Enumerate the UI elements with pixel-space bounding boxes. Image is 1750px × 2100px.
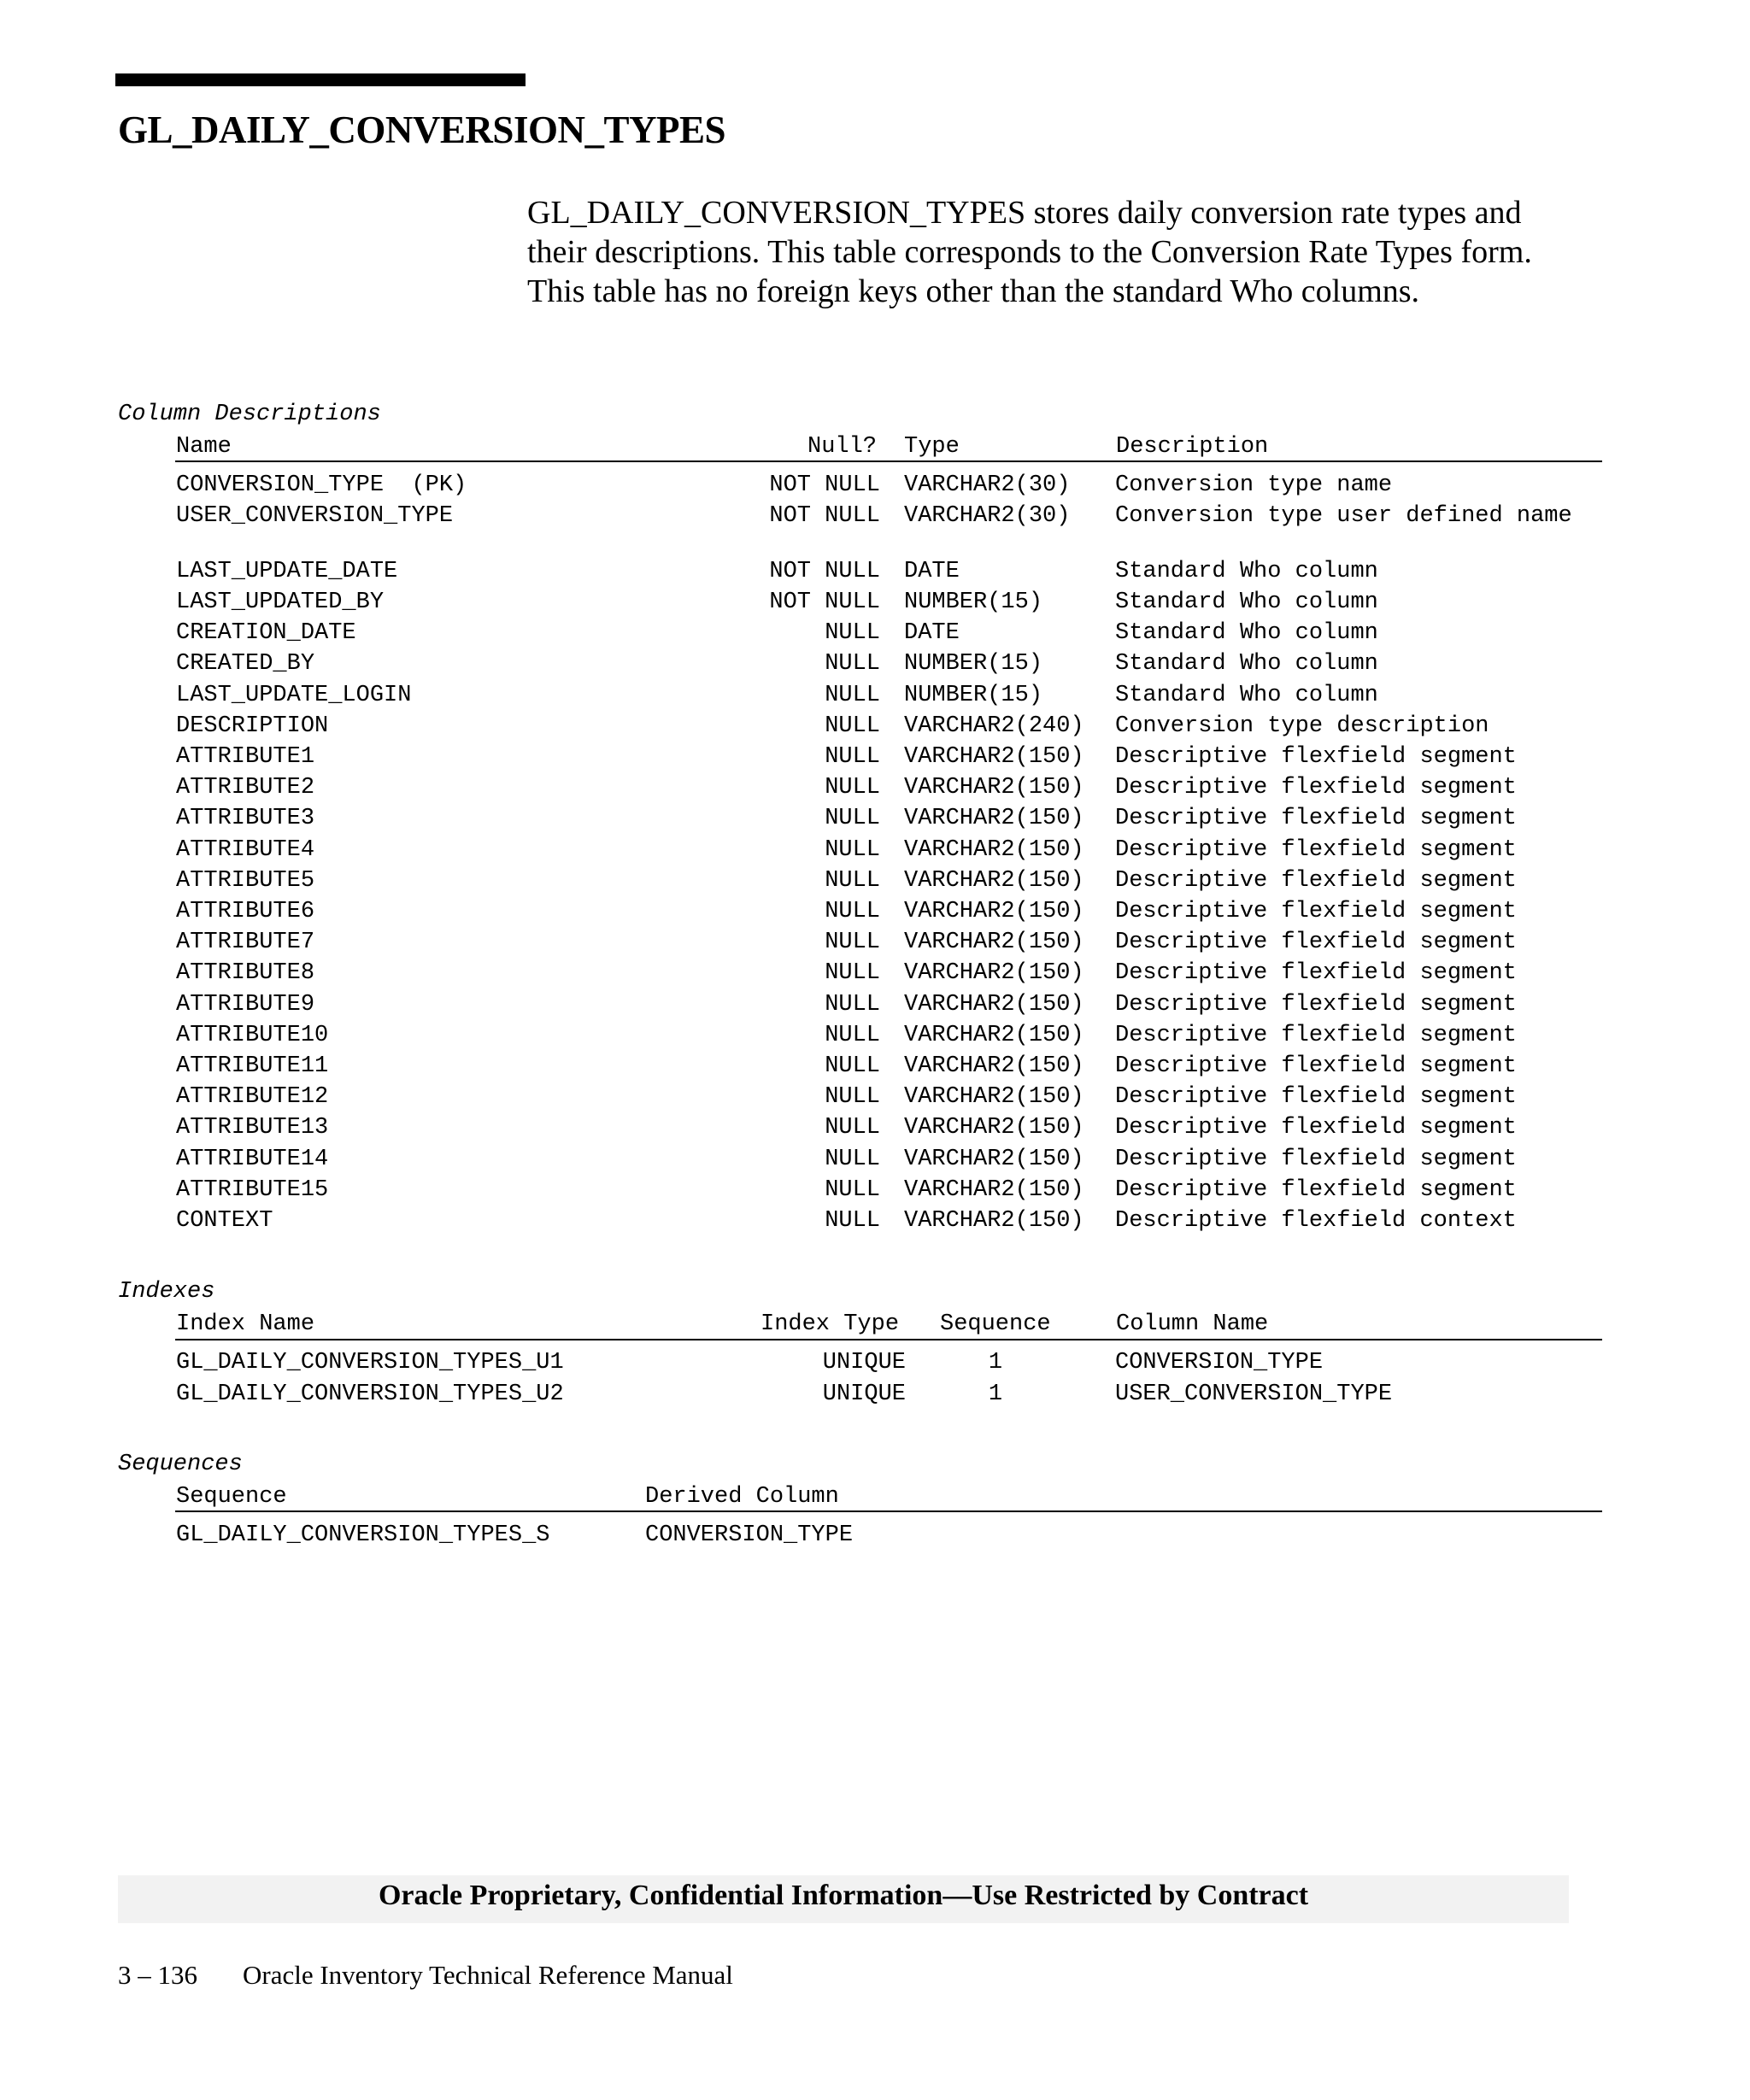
column-description: Descriptive flexfield segment	[1115, 1115, 1517, 1141]
column-name: USER_CONVERSION_TYPE	[176, 503, 454, 530]
column-name: ATTRIBUTE2	[176, 775, 315, 801]
manual-title: Oracle Inventory Technical Reference Manual	[243, 1960, 733, 1990]
column-nullability: NULL	[825, 1115, 880, 1141]
column-row	[0, 960, 1750, 991]
page-number: 3 – 136	[118, 1960, 197, 1990]
column-type: VARCHAR2(150)	[904, 806, 1084, 832]
column-description: Descriptive flexfield segment	[1115, 1176, 1517, 1203]
column-type: VARCHAR2(150)	[904, 991, 1084, 1018]
column-row	[0, 620, 1750, 651]
column-type: VARCHAR2(150)	[904, 930, 1084, 956]
column-nullability: NULL	[825, 991, 880, 1018]
column-row	[0, 1053, 1750, 1084]
column-nullability: NULL	[825, 960, 880, 987]
column-name: LAST_UPDATED_BY	[176, 589, 385, 615]
column-description: Descriptive flexfield segment	[1115, 836, 1517, 863]
column-type: VARCHAR2(150)	[904, 1176, 1084, 1203]
index-type: UNIQUE	[822, 1350, 906, 1376]
column-row	[0, 837, 1750, 868]
index-type: UNIQUE	[822, 1381, 906, 1407]
column-description: Descriptive flexfield segment	[1115, 775, 1517, 801]
column-nullability: NULL	[825, 1084, 880, 1111]
column-name: ATTRIBUTE10	[176, 1022, 329, 1048]
column-nullability: NULL	[825, 898, 880, 924]
column-type: VARCHAR2(150)	[904, 1084, 1084, 1111]
column-name: ATTRIBUTE13	[176, 1115, 329, 1141]
index-row	[0, 1381, 1750, 1412]
column-row	[0, 1208, 1750, 1239]
sequence-header-derived-column: Derived Column	[645, 1484, 839, 1510]
title-rule	[115, 73, 526, 86]
column-type: VARCHAR2(150)	[904, 1053, 1084, 1079]
column-description: Descriptive flexfield segment	[1115, 806, 1517, 832]
column-name: LAST_UPDATE_DATE	[176, 558, 398, 584]
column-type: DATE	[904, 620, 960, 647]
column-row	[0, 683, 1750, 713]
column-description: Descriptive flexfield context	[1115, 1207, 1517, 1234]
column-name: CONTEXT	[176, 1207, 273, 1234]
index-row	[0, 1350, 1750, 1381]
column-description: Standard Who column	[1115, 651, 1378, 678]
column-row	[0, 559, 1750, 590]
sequence-derived-column: CONVERSION_TYPE	[645, 1522, 854, 1548]
column-nullability: NULL	[825, 1053, 880, 1079]
column-description: Descriptive flexfield segment	[1115, 1146, 1517, 1172]
column-description: Descriptive flexfield segment	[1115, 743, 1517, 770]
column-type: VARCHAR2(150)	[904, 836, 1084, 863]
index-name: GL_DAILY_CONVERSION_TYPES_U1	[176, 1350, 564, 1376]
column-description: Descriptive flexfield segment	[1115, 960, 1517, 987]
index-header-name: Index Name	[176, 1311, 315, 1337]
column-nullability: NULL	[825, 620, 880, 647]
column-row	[0, 899, 1750, 930]
column-nullability: NULL	[825, 1176, 880, 1203]
column-nullability: NOT NULL	[769, 558, 880, 584]
column-type: VARCHAR2(30)	[904, 472, 1071, 498]
column-type: VARCHAR2(30)	[904, 503, 1071, 530]
column-description: Descriptive flexfield segment	[1115, 991, 1517, 1018]
column-type: VARCHAR2(150)	[904, 743, 1084, 770]
column-row	[0, 1084, 1750, 1115]
sequence-name: GL_DAILY_CONVERSION_TYPES_S	[176, 1522, 550, 1548]
column-nullability: NULL	[825, 682, 880, 708]
column-name: DESCRIPTION	[176, 713, 329, 739]
column-row	[0, 472, 1750, 503]
column-description: Descriptive flexfield segment	[1115, 898, 1517, 924]
column-description: Standard Who column	[1115, 558, 1378, 584]
column-nullability: NULL	[825, 651, 880, 678]
column-description: Descriptive flexfield segment	[1115, 1022, 1517, 1048]
column-description: Descriptive flexfield segment	[1115, 1084, 1517, 1111]
column-type: NUMBER(15)	[904, 589, 1043, 615]
column-description: Standard Who column	[1115, 620, 1378, 647]
column-name: ATTRIBUTE15	[176, 1176, 329, 1203]
column-type: VARCHAR2(150)	[904, 1146, 1084, 1172]
sequences-label: Sequences	[118, 1452, 243, 1477]
column-name: ATTRIBUTE4	[176, 836, 315, 863]
column-nullability: NULL	[825, 806, 880, 832]
col-header-description: Description	[1116, 434, 1269, 460]
column-description: Standard Who column	[1115, 589, 1378, 615]
sequence-header-rule	[175, 1510, 1602, 1512]
column-type: NUMBER(15)	[904, 682, 1043, 708]
column-nullability: NULL	[825, 1022, 880, 1048]
column-type: VARCHAR2(150)	[904, 1115, 1084, 1141]
column-type: VARCHAR2(150)	[904, 1022, 1084, 1048]
column-name: ATTRIBUTE5	[176, 867, 315, 894]
column-descriptions-label: Column Descriptions	[118, 402, 381, 427]
column-name: ATTRIBUTE14	[176, 1146, 329, 1172]
column-nullability: NULL	[825, 930, 880, 956]
column-nullability: NOT NULL	[769, 589, 880, 615]
column-row	[0, 806, 1750, 836]
index-sequence: 1	[988, 1350, 1003, 1376]
column-name: ATTRIBUTE1	[176, 743, 315, 770]
column-name: ATTRIBUTE7	[176, 930, 315, 956]
column-nullability: NOT NULL	[769, 472, 880, 498]
column-description: Standard Who column	[1115, 682, 1378, 708]
column-row	[0, 775, 1750, 806]
column-description: Descriptive flexfield segment	[1115, 867, 1517, 894]
column-nullability: NULL	[825, 775, 880, 801]
column-row	[0, 651, 1750, 682]
column-name: CREATED_BY	[176, 651, 315, 678]
column-row	[0, 1115, 1750, 1146]
column-nullability: NULL	[825, 867, 880, 894]
column-description: Descriptive flexfield segment	[1115, 930, 1517, 956]
col-header-name: Name	[176, 434, 232, 460]
column-nullability: NULL	[825, 1146, 880, 1172]
col-header-null: Null?	[807, 434, 878, 460]
column-name: ATTRIBUTE3	[176, 806, 315, 832]
column-row	[0, 503, 1750, 534]
column-type: VARCHAR2(150)	[904, 1207, 1084, 1234]
column-row	[0, 992, 1750, 1023]
column-name: ATTRIBUTE8	[176, 960, 315, 987]
column-type: VARCHAR2(150)	[904, 960, 1084, 987]
column-type: VARCHAR2(150)	[904, 867, 1084, 894]
index-header-type: Index Type	[760, 1311, 900, 1337]
table-intro: GL_DAILY_CONVERSION_TYPES stores daily conversion rate types and their descriptions. This table corresponds to the Conversion Rate Types form. This table has no foreign keys other than the standard Who columns.	[527, 195, 1532, 309]
column-nullability: NULL	[825, 713, 880, 739]
index-header-sequence: Sequence	[940, 1311, 1051, 1337]
column-type: VARCHAR2(150)	[904, 898, 1084, 924]
column-name: ATTRIBUTE12	[176, 1084, 329, 1111]
column-name: ATTRIBUTE11	[176, 1053, 329, 1079]
column-row	[0, 1147, 1750, 1177]
column-type: VARCHAR2(240)	[904, 713, 1084, 739]
column-nullability: NULL	[825, 743, 880, 770]
column-row	[0, 1023, 1750, 1053]
col-header-type: Type	[904, 434, 960, 460]
column-description: Conversion type name	[1115, 472, 1393, 498]
indexes-label: Indexes	[118, 1279, 215, 1305]
column-name: ATTRIBUTE6	[176, 898, 315, 924]
column-row	[0, 590, 1750, 620]
index-column-name: CONVERSION_TYPE	[1115, 1350, 1324, 1376]
confidential-notice: Oracle Proprietary, Confidential Information––Use Restricted by Contract	[378, 1880, 1309, 1911]
column-description: Descriptive flexfield segment	[1115, 1053, 1517, 1079]
column-nullability: NOT NULL	[769, 503, 880, 530]
index-name: GL_DAILY_CONVERSION_TYPES_U2	[176, 1381, 564, 1407]
sequence-row	[0, 1522, 1750, 1553]
index-header-rule	[175, 1339, 1602, 1340]
column-name: CONVERSION_TYPE (PK)	[176, 472, 467, 498]
column-description: Conversion type description	[1115, 713, 1489, 739]
column-nullability: NULL	[825, 836, 880, 863]
column-row	[0, 868, 1750, 899]
index-sequence: 1	[988, 1381, 1003, 1407]
column-name: ATTRIBUTE9	[176, 991, 315, 1018]
column-description: Conversion type user defined name	[1115, 503, 1572, 530]
column-nullability: NULL	[825, 1207, 880, 1234]
column-type: NUMBER(15)	[904, 651, 1043, 678]
page-title: GL_DAILY_CONVERSION_TYPES	[118, 109, 725, 151]
column-row	[0, 930, 1750, 960]
column-row	[0, 1177, 1750, 1208]
column-name: LAST_UPDATE_LOGIN	[176, 682, 412, 708]
sequence-header-name: Sequence	[176, 1484, 287, 1510]
index-column-name: USER_CONVERSION_TYPE	[1115, 1381, 1393, 1407]
column-type: VARCHAR2(150)	[904, 775, 1084, 801]
column-type: DATE	[904, 558, 960, 584]
column-row	[0, 713, 1750, 744]
column-header-rule	[175, 460, 1602, 462]
column-row	[0, 744, 1750, 775]
index-header-column: Column Name	[1116, 1311, 1269, 1337]
column-name: CREATION_DATE	[176, 620, 356, 647]
